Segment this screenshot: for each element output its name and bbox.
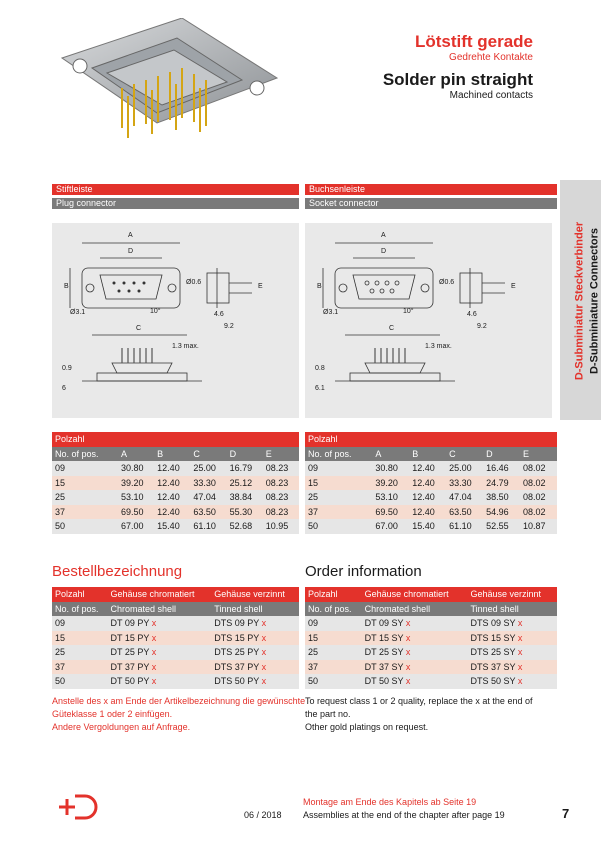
- order-table-socket: [305, 587, 557, 689]
- table-row: [52, 476, 299, 491]
- page-title-en: Solder pin straight: [382, 70, 533, 89]
- order-heading-en: Order information: [305, 563, 422, 580]
- table-row: [305, 519, 557, 534]
- table-row: [52, 660, 299, 675]
- dim-h-0-9: 0.9: [62, 365, 72, 372]
- dim-h-6: 6: [62, 385, 66, 392]
- page-subtitle-de: Gedrehte Kontakte: [449, 52, 533, 63]
- col-header: No. of pos.: [305, 447, 372, 462]
- dim-9-2: 9.2: [477, 323, 487, 330]
- plug-label-de: Stiftleiste: [52, 184, 299, 195]
- cell: 63.50: [446, 505, 483, 520]
- cell: 12.40: [409, 476, 446, 491]
- cell: 69.50: [372, 505, 409, 520]
- socket-drawing: [305, 223, 552, 418]
- cell: DTS 25 SY x: [468, 645, 558, 660]
- footer-note-en: Assemblies at the end of the chapter after page 19: [303, 810, 505, 820]
- socket-dimension-drawing: [305, 223, 552, 418]
- table-row: [305, 476, 557, 491]
- table-row: [305, 645, 557, 660]
- cell: 24.79: [483, 476, 520, 491]
- cell: 54.96: [483, 505, 520, 520]
- cell: DT 15 SY x: [362, 631, 468, 646]
- page-number: 7: [562, 806, 570, 821]
- cell: DTS 50 SY x: [468, 674, 558, 689]
- cell: 53.10: [118, 490, 154, 505]
- table-row: [52, 519, 299, 534]
- table-row: [305, 660, 557, 675]
- col-header: Gehäuse chromatiert: [362, 587, 468, 602]
- order-table-plug: [52, 587, 299, 689]
- col-header: Polzahl: [52, 587, 107, 602]
- col-header: Gehäuse verzinnt: [211, 587, 299, 602]
- cell: 25: [305, 490, 372, 505]
- col-header: E: [263, 447, 299, 462]
- cell: 16.46: [483, 461, 520, 476]
- cell: 09: [52, 616, 107, 631]
- col-header: Polzahl: [305, 587, 362, 602]
- table-row: [52, 645, 299, 660]
- table-row: [52, 461, 299, 476]
- col-header: C: [190, 447, 226, 462]
- table-title: Polzahl: [305, 432, 557, 447]
- order-note-de: Anstelle des x am Ende der Artikelbezeichnung die gewünschte Güteklasse 1 oder 2 einfügen. Andere Vergoldungen auf Anfrage.: [52, 696, 306, 732]
- publication-date: 06 / 2018: [244, 810, 282, 820]
- order-note-en: To request class 1 or 2 quality, replace the x at the end of the part no. Other gold platings on request.: [305, 696, 533, 732]
- cell: 39.20: [372, 476, 409, 491]
- cell: 15: [305, 631, 362, 646]
- dim-angle: 10°: [150, 308, 161, 315]
- cell: 12.40: [409, 505, 446, 520]
- col-header: A: [118, 447, 154, 462]
- dim-9-2: 9.2: [224, 323, 234, 330]
- cell: DTS 09 PY x: [211, 616, 299, 631]
- cell: 08.02: [520, 461, 557, 476]
- cell: DT 25 PY x: [107, 645, 211, 660]
- cell: 12.40: [154, 476, 190, 491]
- dim-d: D: [128, 248, 134, 255]
- dim-d: D: [381, 248, 387, 255]
- plug-drawing: [52, 223, 299, 418]
- cell: DTS 37 PY x: [211, 660, 299, 675]
- cell: 61.10: [446, 519, 483, 534]
- cell: 38.50: [483, 490, 520, 505]
- cell: 08.02: [520, 476, 557, 491]
- cell: 25.12: [227, 476, 263, 491]
- cell: 53.10: [372, 490, 409, 505]
- cell: 37: [52, 660, 107, 675]
- dim-angle: 10°: [403, 308, 414, 315]
- table-row: [305, 505, 557, 520]
- table-title: Polzahl: [52, 432, 299, 447]
- socket-label-en: Socket connector: [305, 198, 557, 209]
- col-header: No. of pos.: [52, 602, 107, 617]
- col-header: Gehäuse chromatiert: [107, 587, 211, 602]
- cell: 50: [52, 674, 107, 689]
- dim-c: C: [389, 325, 395, 332]
- table-row: [305, 674, 557, 689]
- cell: DT 09 SY x: [362, 616, 468, 631]
- cell: DTS 25 PY x: [211, 645, 299, 660]
- socket-dimension-table: [305, 432, 557, 534]
- table-row: [52, 616, 299, 631]
- cell: DTS 15 SY x: [468, 631, 558, 646]
- table-row: [305, 616, 557, 631]
- cell: 10.87: [520, 519, 557, 534]
- cell: DTS 09 SY x: [468, 616, 558, 631]
- cell: 12.40: [154, 461, 190, 476]
- cell: DT 25 SY x: [362, 645, 468, 660]
- col-header: Chromated shell: [107, 602, 211, 617]
- cell: DT 37 SY x: [362, 660, 468, 675]
- dim-pin-dia: Ø0.6: [439, 279, 455, 286]
- col-header: B: [409, 447, 446, 462]
- cell: 16.79: [227, 461, 263, 476]
- col-header: A: [372, 447, 409, 462]
- chapter-tab-de: D-Subminiatur Steckverbinder: [573, 221, 586, 381]
- cell: 25: [52, 645, 107, 660]
- dim-pin-dia: Ø0.6: [186, 279, 202, 286]
- table-row: [305, 631, 557, 646]
- cell: 33.30: [190, 476, 226, 491]
- col-header: E: [520, 447, 557, 462]
- cell: 09: [52, 461, 118, 476]
- col-header: No. of pos.: [305, 602, 362, 617]
- dim-4-6: 4.6: [467, 311, 477, 318]
- cell: 09: [305, 461, 372, 476]
- cell: 67.00: [372, 519, 409, 534]
- cell: 67.00: [118, 519, 154, 534]
- cell: 50: [305, 674, 362, 689]
- cell: 39.20: [118, 476, 154, 491]
- cell: DTS 50 PY x: [211, 674, 299, 689]
- col-header: D: [227, 447, 263, 462]
- cell: 25.00: [446, 461, 483, 476]
- cell: 52.55: [483, 519, 520, 534]
- col-header: C: [446, 447, 483, 462]
- cell: 08.02: [520, 505, 557, 520]
- cell: 15.40: [409, 519, 446, 534]
- footer-note-de: Montage am Ende des Kapitels ab Seite 19: [303, 797, 477, 807]
- col-header: D: [483, 447, 520, 462]
- cell: DT 09 PY x: [107, 616, 211, 631]
- cell: 08.23: [263, 490, 299, 505]
- cell: 12.40: [154, 505, 190, 520]
- cell: 15: [52, 476, 118, 491]
- dim-max: 1.3 max.: [425, 343, 452, 350]
- cell: DT 50 SY x: [362, 674, 468, 689]
- col-header: B: [154, 447, 190, 462]
- table-row: [52, 631, 299, 646]
- cell: 63.50: [190, 505, 226, 520]
- cell: 50: [52, 519, 118, 534]
- connector-photo: [52, 18, 282, 168]
- dim-h-6-1: 6.1: [315, 385, 325, 392]
- order-heading-de: Bestellbezeichnung: [52, 563, 183, 580]
- dim-c: C: [136, 325, 142, 332]
- cell: 15: [52, 631, 107, 646]
- dim-max: 1.3 max.: [172, 343, 199, 350]
- col-header: Chromated shell: [362, 602, 468, 617]
- cell: 12.40: [409, 461, 446, 476]
- cell: 30.80: [372, 461, 409, 476]
- table-row: [52, 505, 299, 520]
- plug-label-en: Plug connector: [52, 198, 299, 209]
- col-header: Tinned shell: [468, 602, 558, 617]
- table-row: [52, 490, 299, 505]
- cell: 61.10: [190, 519, 226, 534]
- chapter-tab-en: D-Subminiature Connectors: [588, 227, 601, 375]
- table-row: [52, 674, 299, 689]
- cell: 55.30: [227, 505, 263, 520]
- dim-h-0-8: 0.8: [315, 365, 325, 372]
- cell: 37: [305, 505, 372, 520]
- cell: 47.04: [190, 490, 226, 505]
- dim-b: B: [64, 283, 69, 290]
- cell: DTS 15 PY x: [211, 631, 299, 646]
- cell: 52.68: [227, 519, 263, 534]
- dim-dia: Ø3.1: [323, 309, 339, 316]
- col-header: Gehäuse verzinnt: [468, 587, 558, 602]
- chapter-tab: [560, 180, 601, 420]
- table-row: [305, 461, 557, 476]
- cell: 69.50: [118, 505, 154, 520]
- cell: 08.02: [520, 490, 557, 505]
- socket-label-de: Buchsenleiste: [305, 184, 557, 195]
- col-header: Tinned shell: [211, 602, 299, 617]
- cell: 08.23: [263, 505, 299, 520]
- page-subtitle-en: Machined contacts: [449, 90, 533, 101]
- cell: 08.23: [263, 461, 299, 476]
- cell: DT 37 PY x: [107, 660, 211, 675]
- cell: 33.30: [446, 476, 483, 491]
- dim-4-6: 4.6: [214, 311, 224, 318]
- plug-dimension-table: [52, 432, 299, 534]
- cell: 37: [52, 505, 118, 520]
- cell: 12.40: [409, 490, 446, 505]
- cell: 08.23: [263, 476, 299, 491]
- cell: DT 50 PY x: [107, 674, 211, 689]
- cell: 12.40: [154, 490, 190, 505]
- page-title-de: Lötstift gerade: [414, 32, 533, 51]
- cell: 15: [305, 476, 372, 491]
- cell: 25.00: [190, 461, 226, 476]
- cell: 25: [52, 490, 118, 505]
- dim-e: E: [511, 283, 516, 290]
- cell: 10.95: [263, 519, 299, 534]
- cell: 47.04: [446, 490, 483, 505]
- cell: 38.84: [227, 490, 263, 505]
- cell: 37: [305, 660, 362, 675]
- col-header: No. of pos.: [52, 447, 118, 462]
- dim-dia: Ø3.1: [70, 309, 86, 316]
- table-row: [305, 490, 557, 505]
- cell: 25: [305, 645, 362, 660]
- cell: 09: [305, 616, 362, 631]
- dim-b: B: [317, 283, 322, 290]
- cell: 15.40: [154, 519, 190, 534]
- dim-e: E: [258, 283, 263, 290]
- company-logo: [55, 792, 100, 822]
- dim-a: A: [128, 232, 133, 239]
- cell: DTS 37 SY x: [468, 660, 558, 675]
- cell: 50: [305, 519, 372, 534]
- cell: DT 15 PY x: [107, 631, 211, 646]
- dim-a: A: [381, 232, 386, 239]
- cell: 30.80: [118, 461, 154, 476]
- plug-dimension-drawing: [52, 223, 299, 418]
